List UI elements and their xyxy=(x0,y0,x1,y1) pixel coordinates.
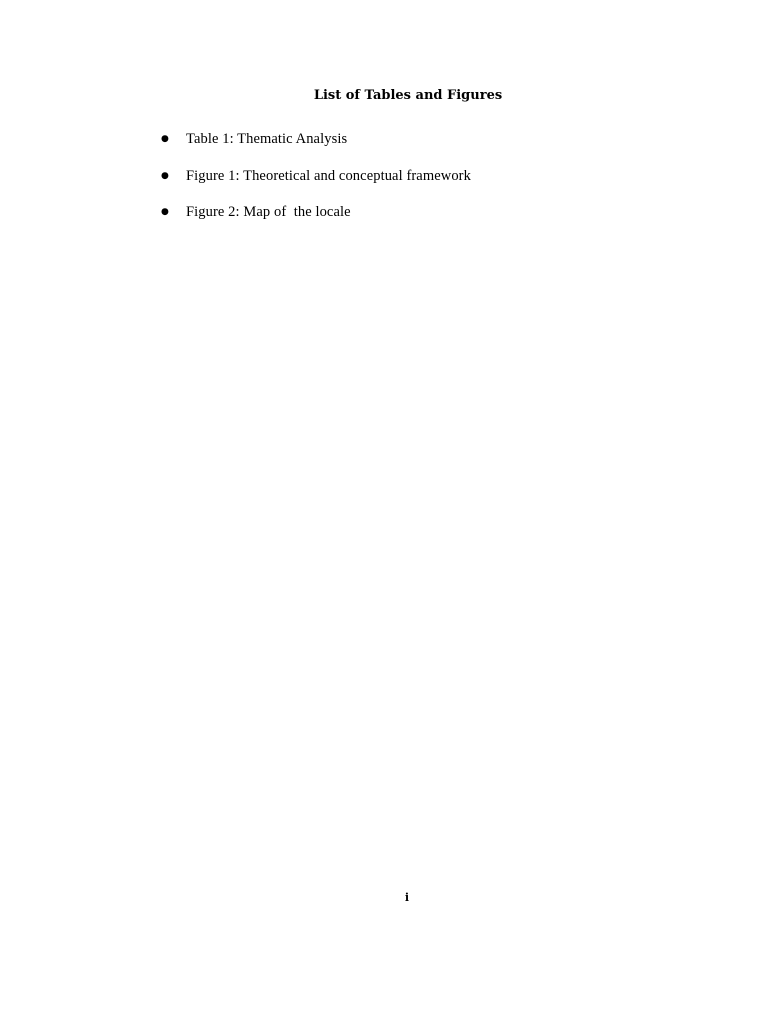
list-item-text: Table 1: Thematic Analysis xyxy=(186,131,348,147)
list-item-text: Figure 2: Map of the locale xyxy=(186,204,351,220)
bullet-icon: ● xyxy=(161,207,169,217)
page-number: i xyxy=(404,891,410,904)
bullet-icon: ● xyxy=(161,170,169,181)
list-item-text: Figure 1: Theoretical and conceptual framework xyxy=(186,167,471,184)
page-title: List of Tables and Figures xyxy=(313,88,503,103)
list-item xyxy=(160,203,471,240)
list-item xyxy=(160,130,471,167)
list-item xyxy=(160,167,471,204)
tables-figures-list xyxy=(160,130,471,240)
bullet-icon: ● xyxy=(161,134,169,144)
